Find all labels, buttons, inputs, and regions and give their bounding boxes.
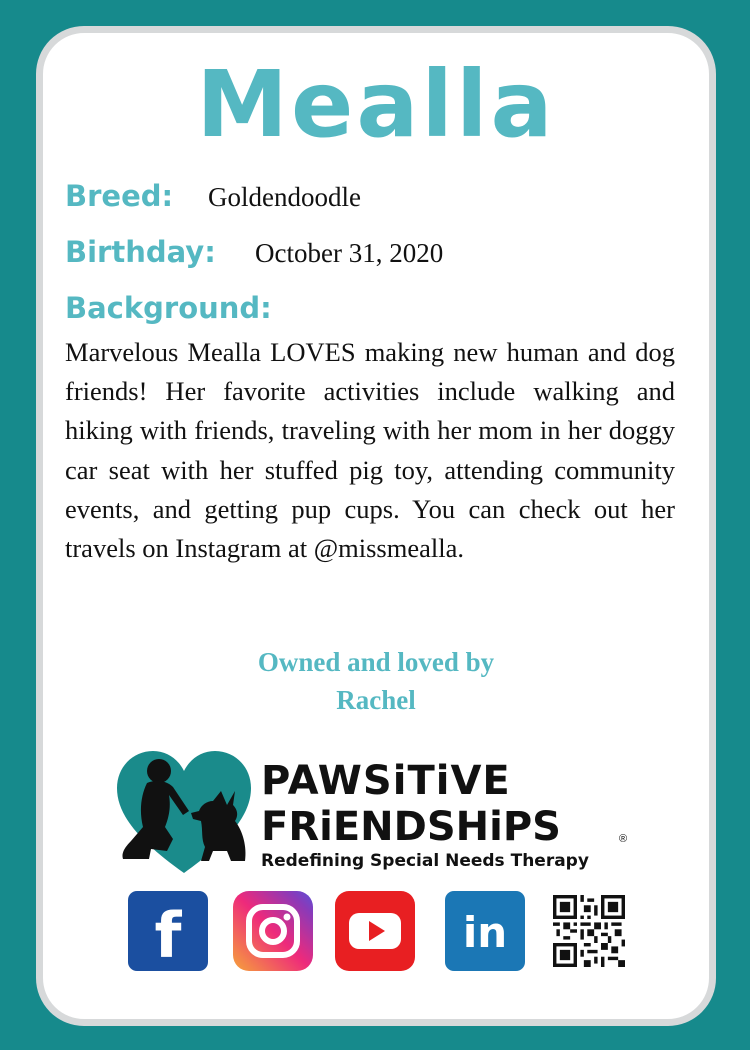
linkedin-icon[interactable] <box>445 891 525 971</box>
profile-card <box>36 26 716 1026</box>
birthday-value: October 31, 2020 <box>255 238 444 268</box>
qr-code-icon[interactable] <box>553 895 625 967</box>
owner-credit-line1: Owned and loved by <box>257 647 495 677</box>
facebook-glyph: f <box>154 899 182 971</box>
pawsitive-friendships-logo-icon <box>109 743 259 883</box>
background-label: Background: <box>65 291 272 325</box>
facebook-icon[interactable] <box>128 891 208 971</box>
owner-credit <box>43 643 709 719</box>
background-text: Marvelous Mealla LOVES making new human and dog friends! Her favorite activities include walking and hiking with friends, traveling with her mom in her doggy car seat with her stuffed pig toy, attending community events, and getting pup cups. You can check out her travels on Instagram at @missmealla. <box>65 337 675 564</box>
dog-name-title: Mealla <box>196 51 556 158</box>
brand-tagline: Redefining Special Needs Therapy <box>261 851 589 871</box>
linkedin-glyph: in <box>462 908 508 957</box>
birthday-label: Birthday: <box>65 235 216 269</box>
breed-value: Goldendoodle <box>208 182 361 212</box>
brand-name-line1: PAWSiTiVE <box>261 758 511 804</box>
owner-name: Rachel <box>336 685 416 715</box>
breed-label: Breed: <box>65 179 174 213</box>
brand-name-line2: FRiENDSHiPS <box>261 804 561 850</box>
youtube-icon[interactable] <box>335 891 415 971</box>
instagram-icon[interactable] <box>233 891 313 971</box>
registered-mark: ® <box>619 833 628 845</box>
